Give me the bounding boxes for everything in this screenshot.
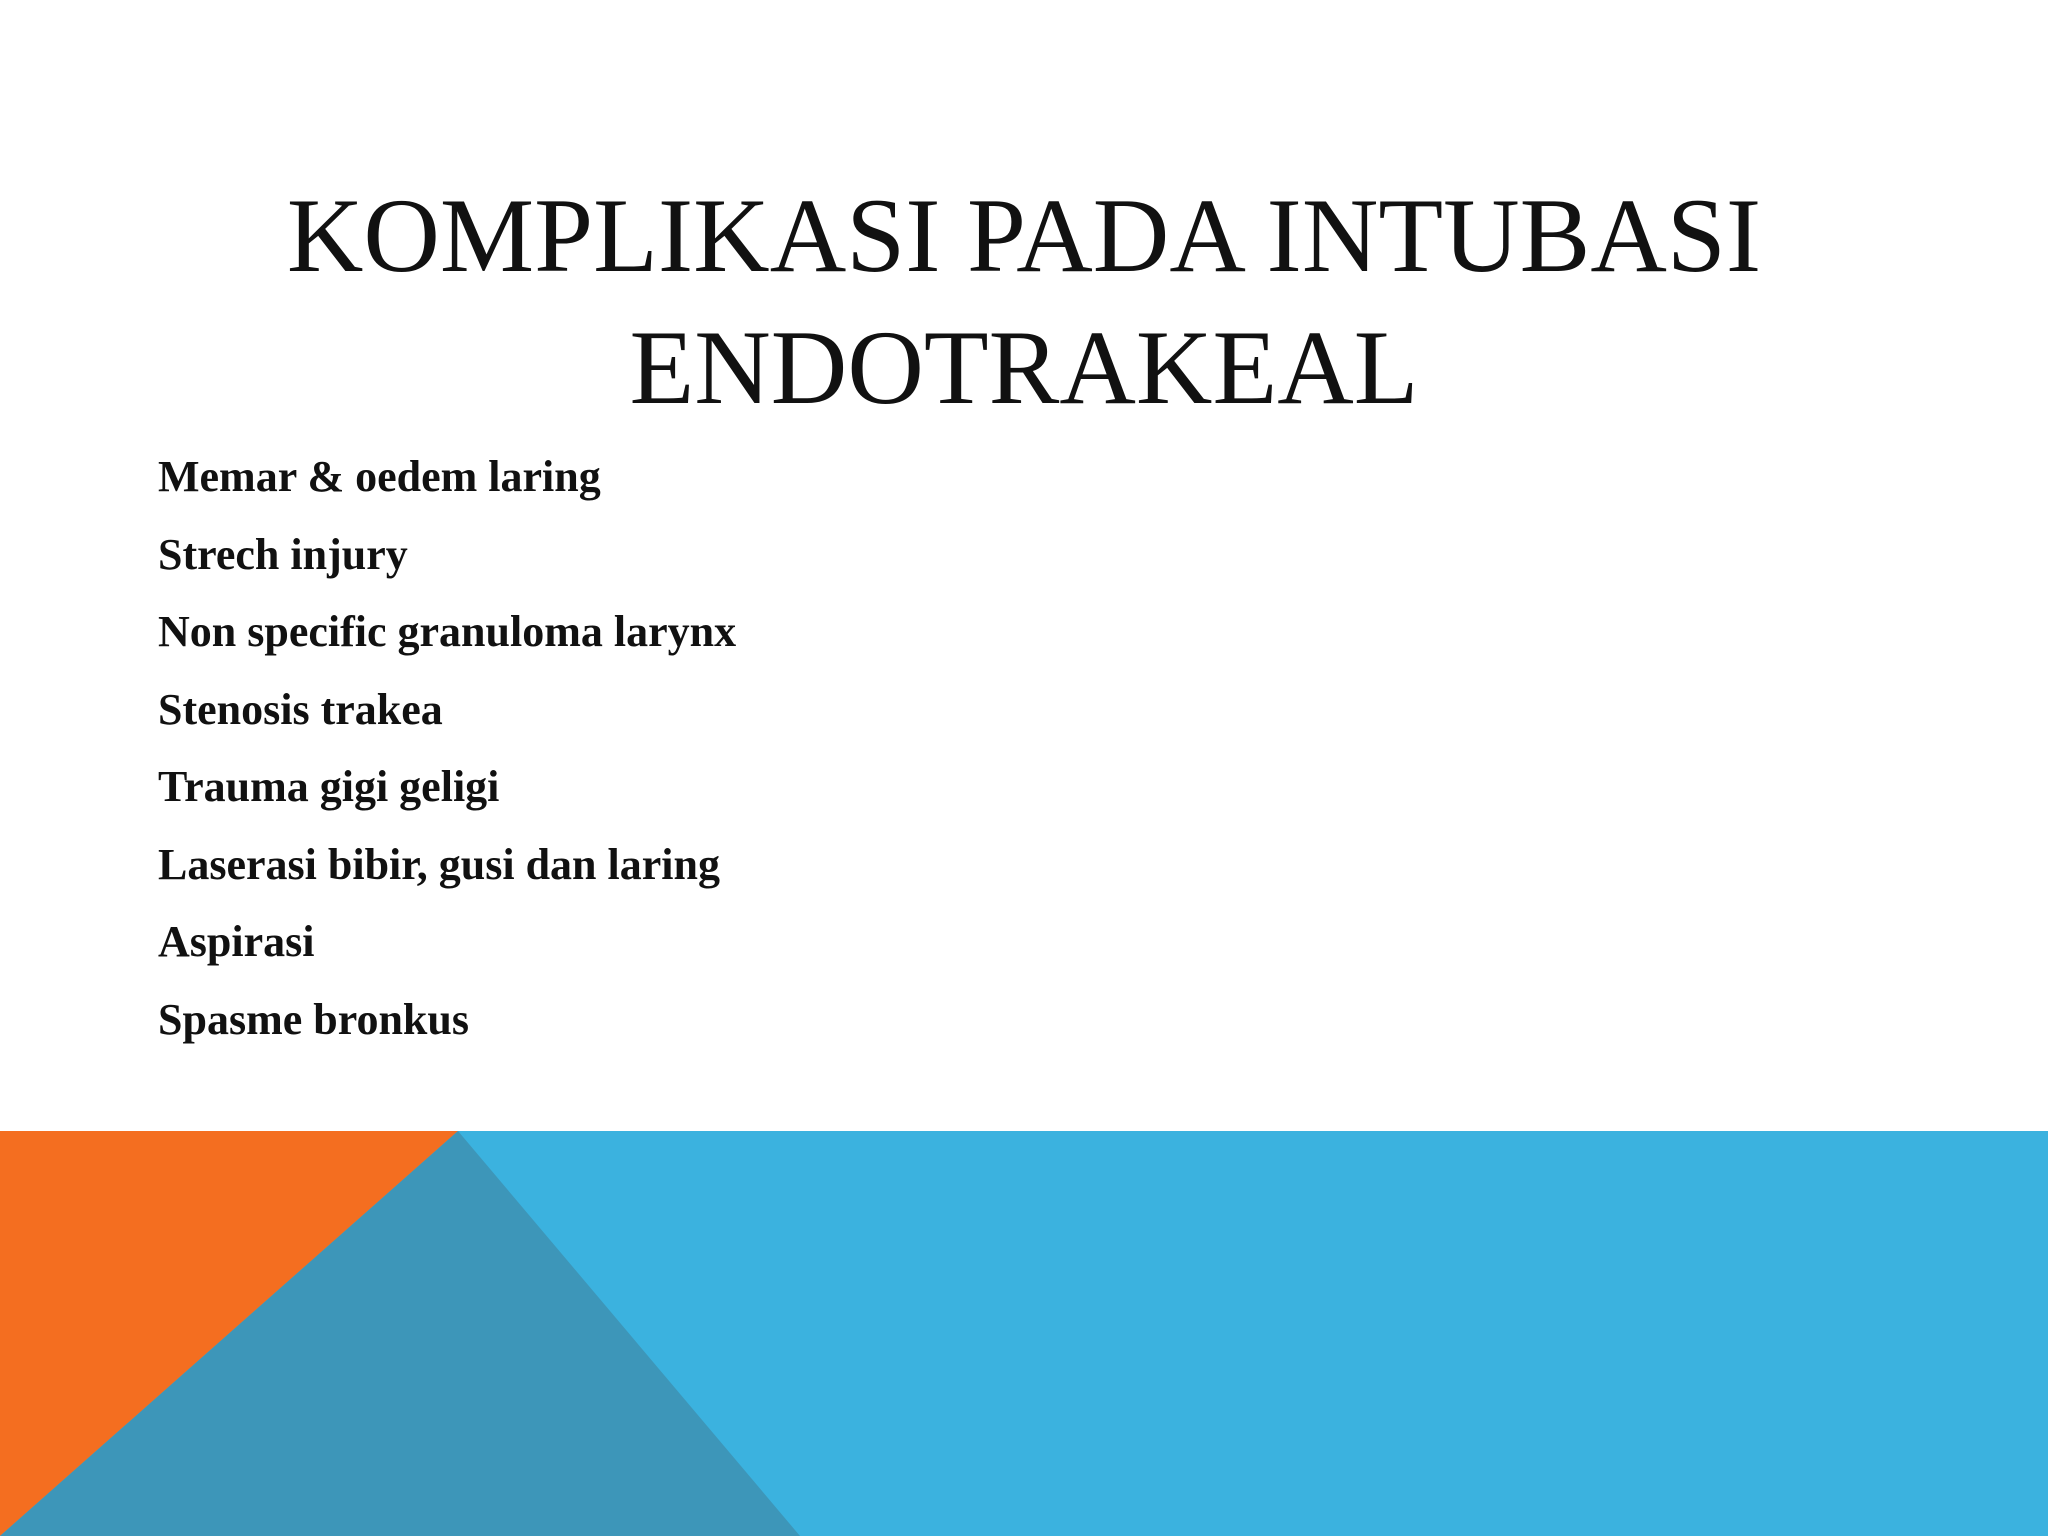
list-item: Spasme bronkus (158, 994, 469, 1044)
complication-list (158, 438, 736, 1058)
list-item: Stenosis trakea (158, 684, 443, 734)
decorative-footer-band (0, 1131, 2048, 1536)
list-item: Memar & oedem laring (158, 452, 601, 501)
slide-title (0, 170, 2048, 434)
list-item: Aspirasi (158, 917, 315, 966)
slide-title-line-1: KOMPLIKASI PADA INTUBASI (286, 177, 1762, 294)
list-item: Trauma gigi geligi (158, 762, 500, 811)
list-item: Laserasi bibir, gusi dan laring (158, 839, 720, 889)
list-item: Non specific granuloma larynx (158, 607, 737, 656)
slide-title-line-2: ENDOTRAKEAL (629, 309, 1419, 426)
list-item: Strech injury (158, 529, 408, 579)
